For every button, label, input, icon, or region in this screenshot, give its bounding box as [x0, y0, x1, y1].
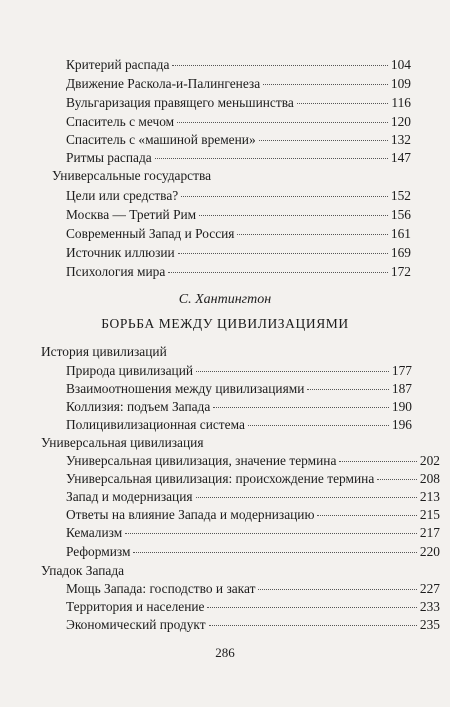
toc-entry — [66, 131, 411, 148]
toc-entry — [66, 506, 440, 523]
toc-entry-title: Коллизия: подъем Запада — [66, 399, 211, 414]
toc-entry — [66, 56, 411, 73]
toc-entry-title: Современный Запад и Россия — [66, 226, 235, 241]
toc-entry-title: Универсальная цивилизация, значение термина — [66, 453, 337, 468]
dot-leader — [209, 625, 417, 626]
toc-entry — [66, 380, 412, 397]
toc-entry-page: 172 — [390, 264, 411, 279]
toc-entry-title: Движение Раскола-и-Палингенеза — [66, 76, 261, 91]
toc-entry-title: Взаимоотношения между цивилизациями — [66, 381, 305, 396]
toc-entry-title: Мощь Запада: господство и закат — [66, 581, 256, 596]
toc-entry-page: 120 — [390, 114, 411, 129]
dot-leader — [259, 140, 388, 141]
toc-entry-title: Кемализм — [66, 525, 123, 540]
dot-leader — [181, 196, 388, 197]
author-name: С. Хантингтон — [178, 292, 272, 307]
toc-entry-page: 215 — [419, 507, 440, 522]
toc-entry-title: Запад и модернизация — [66, 489, 193, 504]
toc-entry-page: 177 — [391, 363, 412, 378]
toc-entry-page: 227 — [419, 581, 440, 596]
toc-entry-title: Москва — Третий Рим — [66, 207, 197, 222]
section-heading: История цивилизаций — [41, 344, 167, 359]
dot-leader — [377, 479, 417, 480]
toc-entry — [66, 362, 412, 379]
dot-leader — [339, 461, 417, 462]
toc-entry — [66, 75, 411, 92]
toc-entry — [66, 113, 411, 130]
toc-entry — [66, 244, 411, 261]
toc-entry-page: 104 — [390, 57, 411, 72]
toc-entry — [66, 524, 440, 541]
toc-entry-title: Вульгаризация правящего меньшинства — [66, 95, 294, 110]
toc-entry-page: 132 — [390, 132, 411, 147]
toc-entry — [66, 263, 411, 280]
toc-entry — [66, 416, 412, 433]
toc-entry — [66, 580, 440, 597]
dot-leader — [172, 65, 387, 66]
toc-entry — [66, 598, 440, 615]
section-heading: Универсальная цивилизация — [41, 435, 204, 450]
dot-leader — [178, 253, 388, 254]
dot-leader — [213, 407, 389, 408]
toc-entry — [66, 470, 440, 487]
toc-entry-page: 235 — [419, 617, 440, 632]
section-heading: Универсальные государства — [52, 168, 212, 183]
toc-entry-title: Ритмы распада — [66, 150, 152, 165]
dot-leader — [196, 497, 417, 498]
toc-entry — [66, 187, 411, 204]
section-heading: Упадок Запада — [41, 563, 125, 578]
dot-leader — [177, 122, 388, 123]
dot-leader — [248, 425, 389, 426]
part-title: БОРЬБА МЕЖДУ ЦИВИЛИЗАЦИЯМИ — [101, 316, 349, 331]
toc-entry — [66, 616, 440, 633]
toc-entry-page: 169 — [390, 245, 411, 260]
dot-leader — [258, 589, 416, 590]
toc-entry — [66, 543, 440, 560]
toc-entry-title: Критерий распада — [66, 57, 170, 72]
toc-entry-title: Спаситель с «машиной времени» — [66, 132, 256, 147]
toc-entry-page: 213 — [419, 489, 440, 504]
toc-entry — [66, 398, 412, 415]
toc-entry-page: 147 — [390, 150, 411, 165]
toc-entry-title: Экономический продукт — [66, 617, 206, 632]
dot-leader — [207, 607, 416, 608]
toc-entry-page: 109 — [390, 76, 411, 91]
dot-leader — [317, 515, 416, 516]
toc-entry-title: Спаситель с мечом — [66, 114, 175, 129]
dot-leader — [237, 234, 387, 235]
toc-entry — [66, 488, 440, 505]
toc-entry — [66, 206, 411, 223]
toc-entry — [66, 149, 411, 166]
dot-leader — [263, 84, 388, 85]
page-number: 286 — [215, 645, 235, 660]
toc-entry-page: 187 — [391, 381, 412, 396]
dot-leader — [196, 371, 389, 372]
toc-entry-title: Источник иллюзии — [66, 245, 175, 260]
toc-entry-title: Ответы на влияние Запада и модернизацию — [66, 507, 315, 522]
dot-leader — [125, 533, 417, 534]
toc-entry-page: 161 — [390, 226, 411, 241]
toc-entry-title: Цели или средства? — [66, 188, 179, 203]
toc-entry-page: 233 — [419, 599, 440, 614]
toc-entry-title: Психология мира — [66, 264, 166, 279]
toc-entry-page: 156 — [390, 207, 411, 222]
dot-leader — [133, 552, 416, 553]
toc-entry-page: 208 — [419, 471, 440, 486]
toc-entry-title: Территория и население — [66, 599, 205, 614]
toc-entry-page: 217 — [419, 525, 440, 540]
toc-entry — [66, 225, 411, 242]
toc-entry-page: 220 — [419, 544, 440, 559]
toc-entry — [66, 452, 440, 469]
toc-entry-page: 202 — [419, 453, 440, 468]
toc-entry-title: Полицивилизационная система — [66, 417, 245, 432]
dot-leader — [199, 215, 388, 216]
dot-leader — [155, 158, 388, 159]
toc-entry-title: Реформизм — [66, 544, 131, 559]
toc-entry-page: 196 — [391, 417, 412, 432]
toc-entry-page: 152 — [390, 188, 411, 203]
dot-leader — [297, 103, 389, 104]
toc-entry-page: 190 — [391, 399, 412, 414]
toc-entry-title: Универсальная цивилизация: происхождение термина — [66, 471, 375, 486]
dot-leader — [307, 389, 389, 390]
toc-entry-title: Природа цивилизаций — [66, 363, 194, 378]
dot-leader — [168, 272, 388, 273]
toc-entry-page: 116 — [391, 95, 411, 110]
toc-entry — [66, 94, 411, 111]
